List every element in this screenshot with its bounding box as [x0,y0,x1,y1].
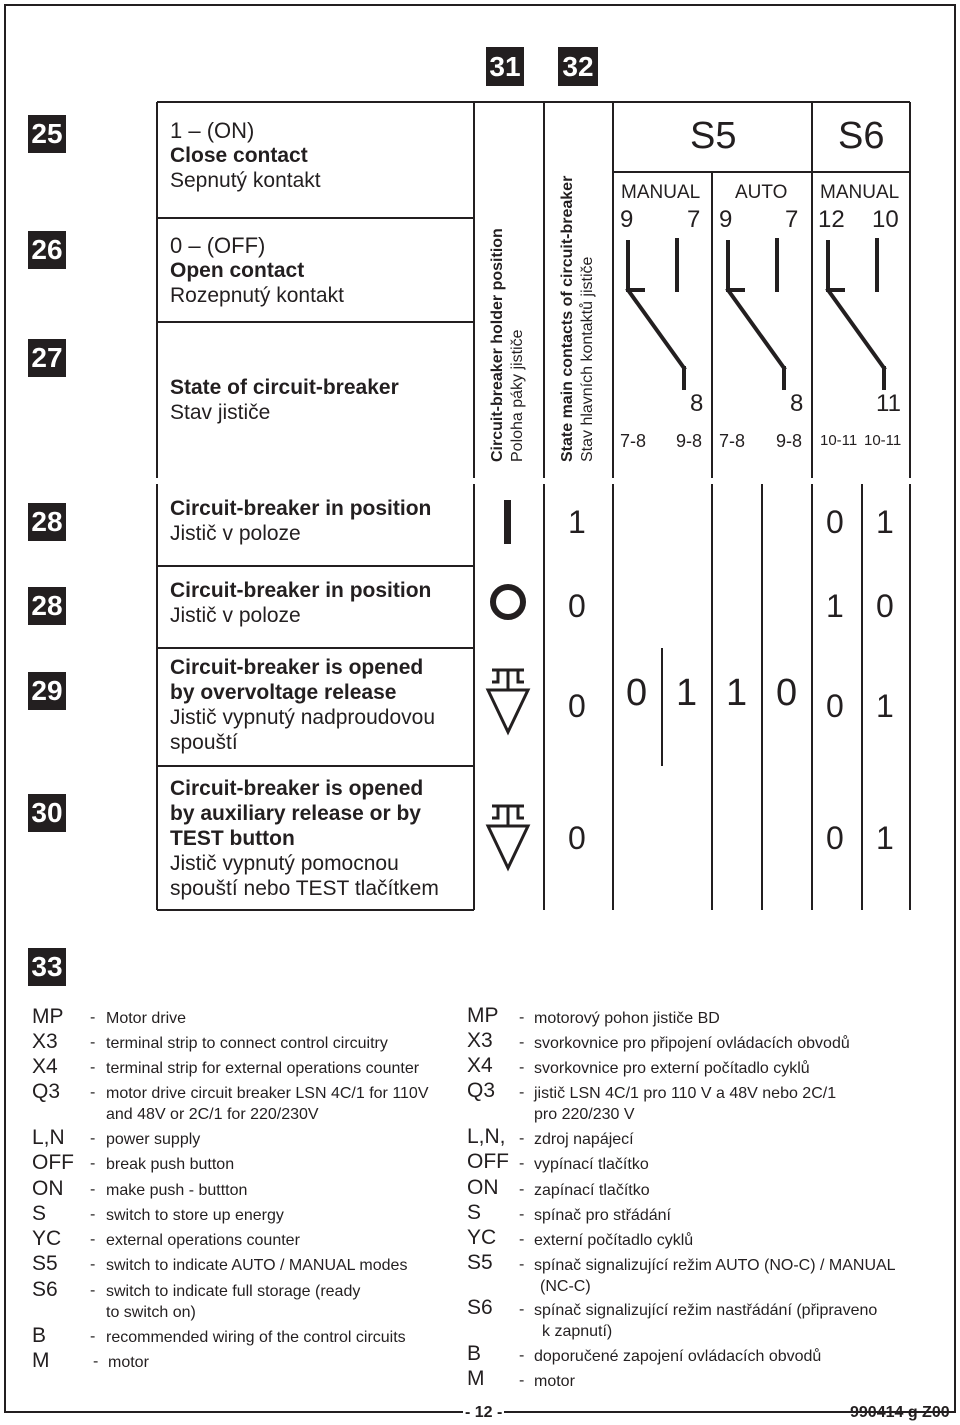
legend-cz-text: spínač pro střádání [534,1207,671,1224]
legend-cz-code: S [467,1201,482,1224]
legend-cz-text-cont: (NC-C) [540,1278,591,1295]
row4-main-value: 0 [568,820,586,856]
s5-manual-term-bottom: 8 [690,390,704,417]
row1-s6-value-b: 1 [876,504,894,540]
legend-cz-code: S6 [467,1296,493,1319]
legend-cz-dash: - [519,1059,525,1076]
s5-auto-mode: AUTO [735,182,788,203]
s5-auto-col2: 9-8 [776,431,803,451]
legend-en-text: Motor drive [106,1010,187,1027]
legend-en-dash: - [90,1009,96,1026]
badge-28b: 28 [28,587,66,625]
row3-label: Circuit-breaker is opened by overvoltage release Jistič vypnutý nadproudovou spouští [170,656,435,754]
position-i-icon [504,500,511,544]
legend-en-dash: - [90,1206,96,1223]
s6-manual-mode: MANUAL [820,182,900,203]
legend-cz-code: X3 [467,1029,493,1052]
s5-value-4: 0 [776,672,798,714]
legend-en-code: L,N [32,1126,65,1149]
legend-cz-dash: - [519,1301,525,1318]
legend-en-text: make push - buttton [106,1182,248,1199]
legend-cz-code: YC [467,1226,497,1249]
legend-cz-code: OFF [467,1150,509,1173]
s6-manual-col1: 10-11 [820,432,858,449]
legend-cz-text: jistič LSN 4C/1 pro 110 V a 48V nebo 2C/1 [534,1085,837,1102]
row3-s6-value-b: 1 [876,688,894,724]
row2-label: Circuit-breaker in position Jistič v poloze [170,579,432,627]
legend-cz-text: vypínací tlačítko [534,1156,649,1173]
legend-cz-code: L,N, [467,1125,506,1148]
legend-cz-code: B [467,1342,482,1365]
row2-s6-value-b: 0 [876,588,894,624]
legend-en-dash: - [93,1353,99,1370]
legend-cz-dash: - [519,1155,525,1172]
legend-en-dash: - [90,1328,96,1345]
legend-cz-text: spínač signalizující režim nastřádání (připraveno [534,1302,878,1319]
legend-en-code: ON [32,1177,64,1200]
legend-en-text: motor [108,1354,149,1371]
row1-label: Circuit-breaker in position Jistič v poloze [170,497,432,545]
legend-cz-code: ON [467,1176,499,1199]
row4-s6-value-a: 0 [826,820,844,856]
legend-cz-dash: - [519,1084,525,1101]
row-on-label: 1 – (ON) Close contact Sepnutý kontakt [170,118,321,192]
badge-32: 32 [558,47,598,86]
legend-cz-dash: - [519,1130,525,1147]
badge-31: 31 [486,47,524,86]
s5-value-3: 1 [726,672,748,714]
legend-en-text: recommended wiring of the control circuits [106,1329,406,1346]
legend-en-text: terminal strip to connect control circuitry [106,1035,388,1052]
legend-en-text-cont: to switch on) [106,1304,196,1321]
legend-cz-text: svorkovnice pro externí počítadlo cyklů [534,1060,810,1077]
legend-en-dash: - [90,1282,96,1299]
legend-en-code: X4 [32,1055,58,1078]
contact-symbols [0,0,960,480]
legend-en-code: S [32,1202,47,1225]
legend-cz-code: S5 [467,1251,493,1274]
row2-s6-value-a: 1 [826,588,844,624]
legend-cz-text: doporučené zapojení ovládacích obvodů [534,1348,822,1365]
s5-auto-term-left: 9 [719,206,733,233]
s6-manual-col2: 10-11 [864,432,902,449]
legend-en-text: switch to store up energy [106,1207,284,1224]
legend-en-code: X3 [32,1030,58,1053]
legend-cz-text: motor [534,1373,575,1390]
legend-en-text: switch to indicate full storage (ready [106,1283,361,1300]
s6-manual-term-left: 12 [818,206,845,233]
legend-cz-text: motorový pohon jističe BD [534,1010,720,1027]
legend-cz-code: X4 [467,1054,493,1077]
badge-33: 33 [28,948,66,986]
document-code: 990414 g Z00 [850,1404,950,1421]
s5-manual-term-right: 7 [687,206,701,233]
s5-manual-col2: 9-8 [676,431,703,451]
legend-cz-dash: - [519,1009,525,1026]
s5-value-1: 0 [626,672,648,714]
legend-cz-code: MP [467,1004,499,1027]
legend-en-dash: - [90,1084,96,1101]
legend-en-text: external operations counter [106,1232,300,1249]
legend-en-text-cont: and 48V or 2C/1 for 220/230V [106,1106,319,1123]
badge-27: 27 [28,339,66,377]
s5-value-2: 1 [676,672,698,714]
legend-cz-dash: - [519,1347,525,1364]
legend-cz-text: zapínací tlačítko [534,1182,650,1199]
legend-en-text: break push button [106,1156,235,1173]
s5-manual-col1: 7-8 [620,431,647,451]
badge-28a: 28 [28,503,66,541]
legend-en-code: Q3 [32,1080,61,1103]
legend-en-code: S5 [32,1252,58,1275]
badge-29: 29 [28,672,66,710]
legend-en-code: M [32,1349,50,1372]
legend-cz-dash: - [519,1034,525,1051]
legend-cz-dash: - [519,1206,525,1223]
s5-manual-mode: MANUAL [621,182,701,203]
tripped-auxiliary-icon [488,806,528,868]
s5-auto-term-right: 7 [785,206,799,233]
legend-cz-text-cont: pro 220/230 V [534,1106,635,1123]
main-contacts-header: State main contacts of circuit-breaker Stav hlavních kontaktů jističe [559,175,596,462]
legend-cz-code: M [467,1367,485,1390]
legend-en-dash: - [90,1231,96,1248]
legend-en-code: S6 [32,1278,58,1301]
legend-cz-dash: - [519,1181,525,1198]
legend-en-text: power supply [106,1131,201,1148]
legend-cz-text: svorkovnice pro připojení ovládacích obvodů [534,1035,850,1052]
tripped-overvoltage-icon [488,670,528,732]
legend-en-text: switch to indicate AUTO / MANUAL modes [106,1257,408,1274]
legend-cz-code: Q3 [467,1079,496,1102]
legend-cz-dash: - [519,1231,525,1248]
row4-s6-value-b: 1 [876,820,894,856]
legend-en-dash: - [90,1256,96,1273]
s6-title: S6 [838,115,885,157]
legend-cz-text-cont: k zapnutí) [542,1323,613,1340]
legend-en-code: B [32,1324,47,1347]
legend-en-dash: - [90,1181,96,1198]
row1-main-value: 1 [568,504,586,540]
legend-cz-text: externí počítadlo cyklů [534,1232,694,1249]
s6-manual-term-right: 10 [872,206,899,233]
s6-manual-term-bottom: 11 [876,390,901,417]
row-off-label: 0 – (OFF) Open contact Rozepnutý kontakt [170,233,344,307]
row4-label: Circuit-breaker is opened by auxiliary release or by TEST button Jistič vypnutý pomocnou spouští nebo TEST tlačítkem [170,777,439,900]
page-number: - 12 - [465,1404,503,1421]
badge-26: 26 [28,231,66,269]
legend-en-dash: - [90,1155,96,1172]
holder-symbols [474,484,544,910]
legend-cz-dash: - [519,1256,525,1273]
legend-cz-dash: - [519,1372,525,1389]
legend-en-dash: - [90,1034,96,1051]
holder-position-header: Circuit-breaker holder position Poloha páky jističe [489,228,526,462]
s5-auto-term-bottom: 8 [790,390,804,417]
row3-main-value: 0 [568,688,586,724]
legend-en-code: OFF [32,1151,74,1174]
legend-en-text: terminal strip for external operations counter [106,1060,420,1077]
legend-en-code: MP [32,1005,64,1028]
s5-title: S5 [690,115,737,157]
legend-en-text: motor drive circuit breaker LSN 4C/1 for 110V [106,1085,429,1102]
position-o-icon [493,587,523,617]
legend-cz-text: spínač signalizující režim AUTO (NO-C) / MANUAL [534,1257,896,1274]
row-state-label: State of circuit-breaker Stav jističe [170,376,399,424]
row2-main-value: 0 [568,588,586,624]
badge-25: 25 [28,115,66,153]
legend-en-dash: - [90,1130,96,1147]
legend-en-dash: - [90,1059,96,1076]
row3-s6-value-a: 0 [826,688,844,724]
legend-cz-text: zdroj napájecí [534,1131,634,1148]
legend-en-code: YC [32,1227,62,1250]
s5-auto-col1: 7-8 [719,431,746,451]
badge-30: 30 [28,794,66,832]
s5-manual-term-left: 9 [620,206,634,233]
row1-s6-value-a: 0 [826,504,844,540]
